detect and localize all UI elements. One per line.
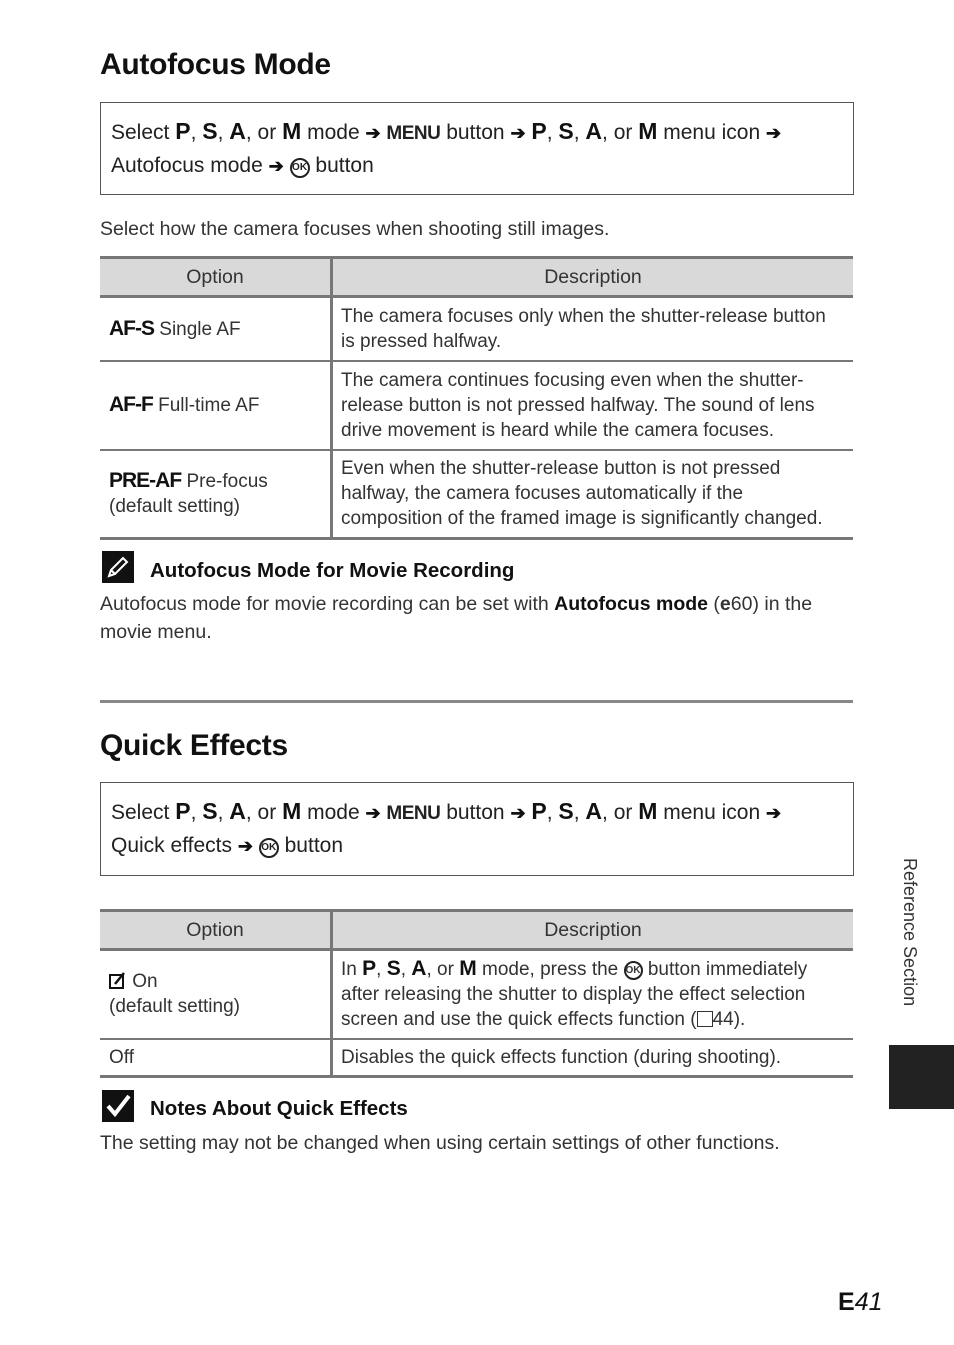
row-description: The camera focuses only when the shutter-release button is pressed halfway. [332,297,854,361]
menu-path-box: Select P, S, A, or M mode ➔ MENU button ➔ P, S, A, or M menu icon ➔ Autofocus mode ➔ OK button [100,102,854,195]
row-description: Disables the quick effects function (during shooting). [332,1039,854,1077]
path-item-autofocus: Autofocus mode [111,154,263,177]
side-tab-marker [889,1045,954,1109]
table-header-description: Description [332,911,854,950]
arrow-icon: ➔ [510,803,526,823]
pencil-note-icon [102,551,134,583]
table-header-option: Option [100,911,332,950]
intro-text: Select how the camera focuses when shooting still images. [100,218,610,240]
table-row [100,1039,853,1077]
menu-button-icon: MENU [386,803,441,824]
section-divider [100,700,853,703]
table-row: PRE-AF Pre-focus (default setting) Even when the shutter-release button is not pressed halfway, the camera focuses automatically if the composition of the framed image is significantly changed. [100,450,853,539]
note-body-movie: Autofocus mode for movie recording can be set with Autofocus mode (e60) in the movie menu. [100,593,813,643]
e-reference-icon: e [719,593,731,615]
table-row: On (default setting) In P, S, A, or M mode, press the OK button immediately after releasing the shutter to display the effect selection screen and use the quick effects function ( 44). [100,950,853,1039]
ok-button-icon: OK [290,158,310,178]
arrow-icon: ➔ [765,123,782,143]
af-s-icon: AF-S [109,316,154,340]
table-header-description: Description [332,258,854,297]
note-title-movie: Autofocus Mode for Movie Recording [150,559,515,582]
ok-button-icon: OK [259,838,279,858]
ok-button-icon: OK [624,961,643,980]
book-reference-icon [697,1011,713,1027]
menu-button-icon: MENU [386,123,441,144]
table-header-option: Option [100,258,332,297]
quick-effects-options-table [100,909,853,1078]
note-title-quick-effects: Notes About Quick Effects [150,1097,408,1120]
quick-effects-icon [109,971,127,989]
af-f-icon: AF-F [109,393,153,416]
arrow-icon: ➔ [237,836,253,856]
section-title-autofocus: Autofocus Mode [100,48,331,81]
menu-path-box: Select P, S, A, or M mode ➔ MENU button ➔ P, S, A, or M menu icon ➔ Quick effects ➔ OK button [100,782,854,876]
page-number: E41 [838,1288,883,1316]
path-item-quick-effects: Quick effects [111,834,232,857]
autofocus-options-table [100,256,853,540]
note-body-quick-effects: The setting may not be changed when using certain settings of other functions. [100,1132,780,1154]
arrow-icon: ➔ [365,123,381,143]
arrow-icon: ➔ [510,123,526,143]
arrow-icon: ➔ [365,803,381,823]
row-description: The camera continues focusing even when the shutter-release button is not pressed halfway. The sound of lens drive movement is heard while the camera focuses. [332,361,854,450]
arrow-icon: ➔ [765,803,782,823]
table-row: AF-F Full-time AF The camera continues focusing even when the shutter-release button is not pressed halfway. The sound of lens drive movement is heard while the camera focuses. [100,361,853,450]
e-section-icon: E [838,1288,855,1316]
row-description: Even when the shutter-release button is not pressed halfway, the camera focuses automatically if the composition of the framed image is significantly changed. [332,450,854,539]
checkmark-note-icon [102,1090,134,1122]
pre-af-icon: PRE-AF [109,469,182,493]
table-row: AF-S Single AF The camera focuses only when the shutter-release button is pressed halfway. [100,297,853,361]
row-description: In P, S, A, or M mode, press the OK button immediately after releasing the shutter to display the effect selection screen and use the quick effects function ( 44). [332,950,854,1039]
row-option-label: Off [100,1039,332,1077]
section-title-quick-effects: Quick Effects [100,729,288,762]
side-section-label: Reference Section [900,858,920,1007]
arrow-icon: ➔ [268,156,284,176]
